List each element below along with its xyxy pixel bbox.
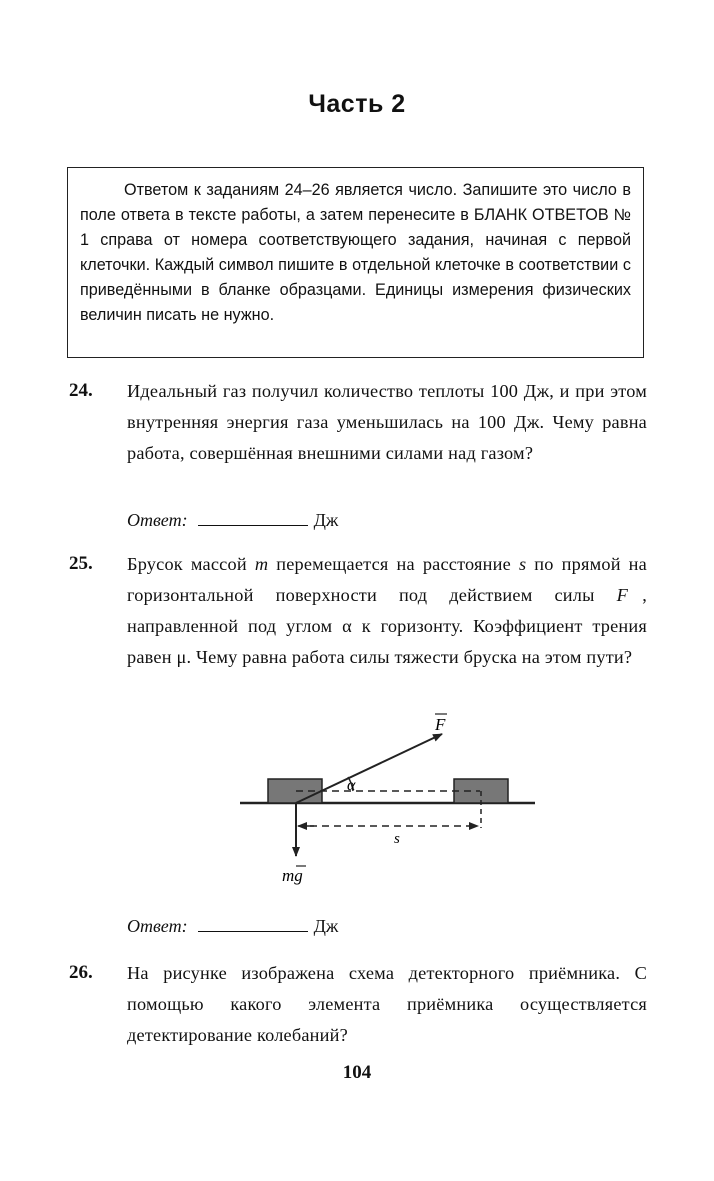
answer-blank[interactable]	[198, 915, 308, 932]
answer-blank[interactable]	[198, 509, 308, 526]
gravity-label: mg	[282, 866, 303, 885]
answer-unit: Дж	[313, 510, 339, 530]
force-arrow	[296, 734, 442, 803]
part-title: Часть 2	[308, 90, 406, 118]
text-fragment: , направленной под углом	[127, 585, 647, 636]
text-fragment: перемещается на расстояние	[268, 554, 519, 574]
answer-label: Ответ:	[127, 510, 188, 530]
block-force-diagram	[230, 706, 540, 891]
force-label: F	[435, 715, 446, 734]
text-fragment: Брусок массой	[127, 554, 255, 574]
answer-label: Ответ:	[127, 916, 188, 936]
task-24-text: Идеальный газ получил количество теплоты 100 Дж, и при этом внутренняя энергия газа уменьшилась на 100 Дж. Чему равна работа, совершённая внешними силами над газом?	[127, 381, 647, 463]
task-25-answer	[127, 915, 338, 937]
task-24-answer	[127, 509, 338, 531]
answer-unit: Дж	[313, 916, 339, 936]
var-mu: μ	[176, 647, 187, 667]
task-25-number: 25.	[69, 553, 93, 574]
distance-label: s	[394, 831, 400, 847]
angle-label: α	[347, 777, 356, 794]
instructions-text: Ответом к заданиям 24–26 является число. Запишите это число в поле ответа в тексте работы, а затем перенесите в БЛАНК ОТВЕТОВ № 1 справа от номера соответствующего задания, начиная с первой клеточки. Каждый символ пишите в отдельной клеточке в соответствии с приведёнными в бланке образцами. Единицы измерения физических величин писать не нужно.	[80, 181, 631, 324]
task-25-text	[127, 549, 647, 673]
task-26-text: На рисунке изображена схема детекторного приёмника. С помощью какого элемента приёмника осуществляется детектирование колебаний?	[127, 963, 647, 1045]
text-fragment: к горизонту. Коэффициент трения равен	[127, 616, 647, 667]
instructions-box	[67, 167, 644, 358]
var-F: F⃗	[616, 585, 643, 605]
task-26-number: 26.	[69, 962, 93, 983]
text-fragment: . Чему равна работа силы тяжести бруска на этом пути?	[186, 647, 633, 667]
page-number: 104	[342, 1062, 372, 1083]
var-s: s	[518, 554, 527, 574]
task-24-number: 24.	[69, 380, 93, 401]
var-m: m	[254, 554, 269, 574]
text-fragment: по прямой на горизонтальной поверхности под действием силы	[127, 554, 647, 605]
var-alpha: α	[342, 616, 352, 636]
